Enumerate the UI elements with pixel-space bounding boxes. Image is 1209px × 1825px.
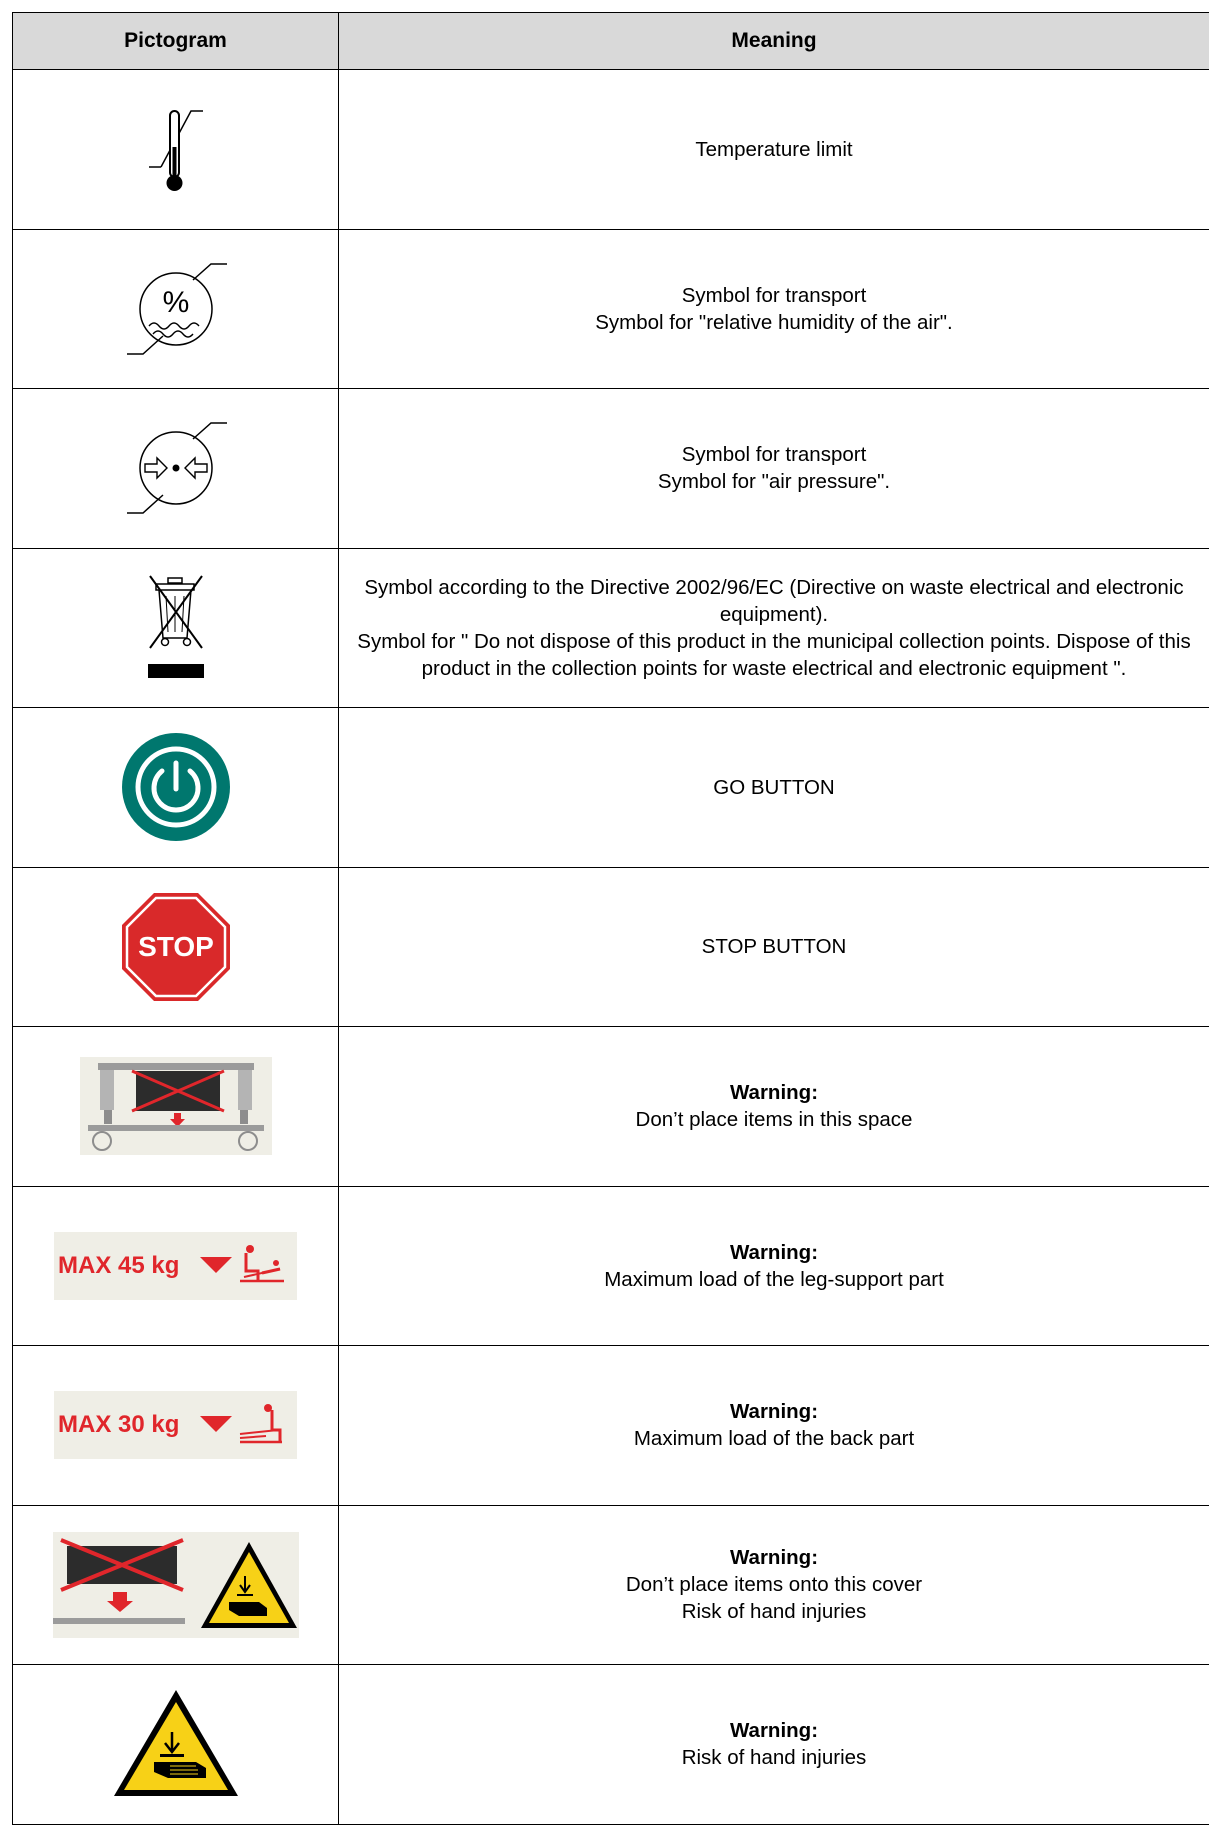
max-load-leg-text: MAX 45 kg	[58, 1252, 179, 1280]
temperature-limit-icon	[141, 99, 211, 199]
pictogram-cell	[13, 229, 339, 389]
warning-label: Warning:	[339, 1239, 1209, 1266]
warning-label: Warning:	[339, 1717, 1209, 1744]
meaning-line: Symbol for " Do not dispose of this product in the municipal collection points. Dispose of this product in the collection points for waste electrical and electronic equipment ".	[339, 628, 1209, 682]
table-row	[13, 1665, 1209, 1825]
no-items-under-bed-icon	[80, 1057, 272, 1155]
table-row	[13, 1346, 1209, 1506]
meaning-cell	[339, 1505, 1209, 1665]
table-row	[13, 867, 1209, 1027]
meaning-cell	[339, 1027, 1209, 1187]
meaning-line: STOP BUTTON	[339, 933, 1209, 960]
warning-label: Warning:	[339, 1398, 1209, 1425]
meaning-line: Symbol for transport	[339, 441, 1209, 468]
pictogram-cell	[13, 1186, 339, 1346]
meaning-cell	[339, 1186, 1209, 1346]
meaning-line: Risk of hand injuries	[339, 1744, 1209, 1771]
header-pictogram: Pictogram	[13, 13, 339, 70]
pictogram-table	[12, 12, 1209, 1825]
crossed-out-bin-icon	[146, 572, 206, 684]
pictogram-cell	[13, 867, 339, 1027]
pictogram-cell	[13, 1027, 339, 1187]
table-row	[13, 1027, 1209, 1187]
meaning-cell	[339, 1665, 1209, 1825]
meaning-line: Don’t place items in this space	[339, 1106, 1209, 1133]
stop-sign-text: STOP	[138, 931, 214, 962]
humidity-limit-icon	[121, 254, 231, 364]
air-pressure-limit-icon	[121, 413, 231, 523]
meaning-line: GO BUTTON	[339, 774, 1209, 801]
warning-label: Warning:	[339, 1544, 1209, 1571]
table-row	[13, 389, 1209, 549]
meaning-cell	[339, 548, 1209, 708]
meaning-line: Symbol for transport	[339, 282, 1209, 309]
table-row	[13, 1505, 1209, 1665]
pictogram-cell	[13, 389, 339, 549]
header-meaning: Meaning	[339, 13, 1209, 70]
no-items-on-cover-icon	[53, 1532, 299, 1638]
table-row	[13, 708, 1209, 868]
meaning-line: Maximum load of the leg-support part	[339, 1266, 1209, 1293]
warning-label: Warning:	[339, 1079, 1209, 1106]
leg-support-figure-icon	[196, 1241, 286, 1291]
pictogram-cell	[13, 1505, 339, 1665]
meaning-cell	[339, 70, 1209, 230]
svg-text:%: %	[162, 286, 189, 319]
meaning-line: Risk of hand injuries	[339, 1598, 1209, 1625]
pictogram-cell	[13, 1665, 339, 1825]
table-row	[13, 70, 1209, 230]
table-row	[13, 1186, 1209, 1346]
pictogram-cell	[13, 1346, 339, 1506]
power-go-icon	[120, 731, 232, 843]
table-header-row	[13, 13, 1209, 70]
stop-sign-icon	[120, 891, 232, 1003]
meaning-line: Don’t place items onto this cover	[339, 1571, 1209, 1598]
meaning-line: Symbol according to the Directive 2002/96/EC (Directive on waste electrical and electronic equipment).	[339, 574, 1209, 628]
meaning-line: Symbol for "relative humidity of the air".	[339, 309, 1209, 336]
meaning-cell	[339, 867, 1209, 1027]
pictogram-cell	[13, 548, 339, 708]
meaning-cell	[339, 708, 1209, 868]
pictogram-cell	[13, 708, 339, 868]
hand-crush-warning-icon	[112, 1688, 240, 1800]
meaning-line: Symbol for "air pressure".	[339, 468, 1209, 495]
meaning-cell	[339, 389, 1209, 549]
pictogram-cell	[13, 70, 339, 230]
table-row	[13, 548, 1209, 708]
max-load-leg-label-icon	[54, 1232, 297, 1300]
meaning-cell	[339, 1346, 1209, 1506]
max-load-back-text: MAX 30 kg	[58, 1411, 179, 1439]
meaning-cell	[339, 229, 1209, 389]
table-row	[13, 229, 1209, 389]
back-support-figure-icon	[196, 1400, 286, 1450]
meaning-line: Maximum load of the back part	[339, 1425, 1209, 1452]
meaning-line: Temperature limit	[339, 136, 1209, 163]
max-load-back-label-icon	[54, 1391, 297, 1459]
